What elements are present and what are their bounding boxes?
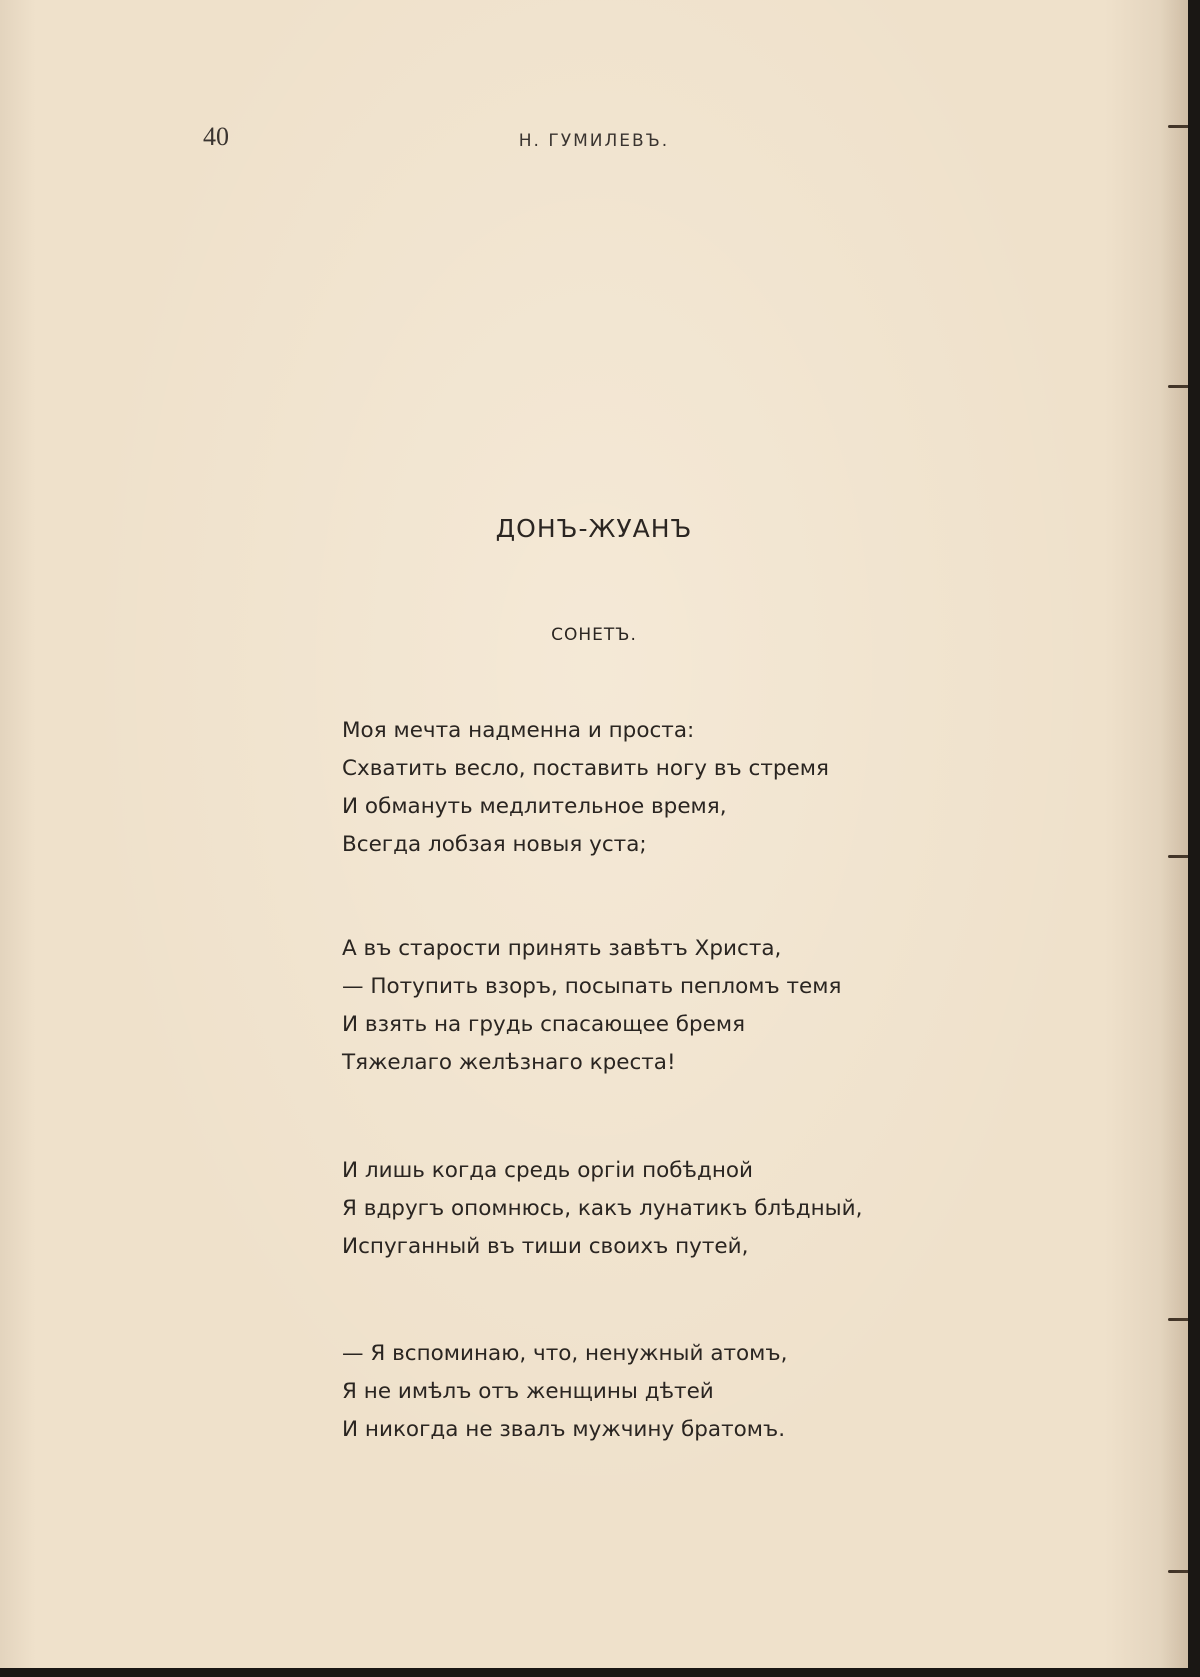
verse-line: И никогда не звалъ мужчину братомъ. <box>342 1417 786 1442</box>
stanza-4 <box>342 1335 962 1449</box>
verse-line: Я не имѣлъ отъ женщины дѣтей <box>342 1379 714 1404</box>
running-head: Н. ГУМИЛЕВЪ. <box>518 131 670 151</box>
stanza-2 <box>342 930 962 1082</box>
stanza-3 <box>342 1152 962 1266</box>
verse-line: — Я вспоминаю, что, ненужный атомъ, <box>342 1341 788 1366</box>
verse-line: Тяжелаго желѣзнаго креста! <box>342 1050 676 1075</box>
poem-subtitle: СОНЕТЪ. <box>551 625 637 645</box>
binding-mark <box>1168 1318 1190 1321</box>
stanza-1 <box>342 712 962 864</box>
verse-line: И обмануть медлительное время, <box>342 794 727 819</box>
verse-line: Всегда лобзая новыя уста; <box>342 832 647 857</box>
poem-title: ДОНЪ-ЖУАНЪ <box>495 514 693 543</box>
verse-line: — Потупить взоръ, посыпать пепломъ темя <box>342 974 842 999</box>
verse-line: Моя мечта надменна и проста: <box>342 718 695 743</box>
verse-line: А въ старости принять завѣтъ Христа, <box>342 936 782 961</box>
page-number: 40 <box>203 122 229 151</box>
verse-line: Схватить весло, поставить ногу въ стремя <box>342 756 829 781</box>
verse-line: Испуганный въ тиши своихъ путей, <box>342 1234 749 1259</box>
binding-mark <box>1168 385 1190 388</box>
binding-mark <box>1168 855 1190 858</box>
binding-mark <box>1168 1570 1190 1573</box>
verse-line: Я вдругъ опомнюсь, какъ лунатикъ блѣдный, <box>342 1196 863 1221</box>
verse-line: И взять на грудь спасающее бремя <box>342 1012 746 1037</box>
binding-mark <box>1168 125 1190 128</box>
verse-line: И лишь когда средь оргіи побѣдной <box>342 1158 754 1183</box>
page-edge-shadow <box>1188 0 1200 1677</box>
